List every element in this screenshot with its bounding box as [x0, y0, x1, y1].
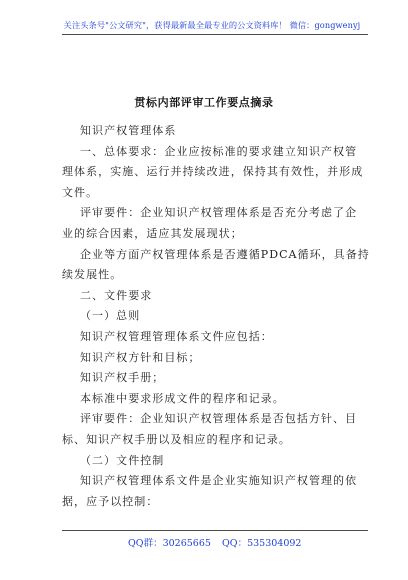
paragraph-line: 知识产权方针和目标；: [80, 350, 201, 364]
subsection-heading: （一）总则: [80, 309, 141, 323]
subsection-heading: （二）文件控制: [80, 453, 165, 467]
paragraph-line: 知识产权管理管理体系文件应包括：: [80, 330, 273, 343]
paragraph-line: 业的综合因素，适应其发展现状；: [62, 227, 243, 240]
section-heading: 二、文件要求: [80, 288, 153, 302]
paragraph-line: 本标准中要求形成文件的程序和记录。: [80, 391, 285, 405]
page-title: 贯标内部评审工作要点摘录: [134, 96, 274, 109]
header-divider: [62, 34, 368, 35]
paragraph-line: 评审要件：企业知识产权管理体系是否包括方针、目: [80, 412, 358, 426]
header-text: 关注头条号"公文研究"，获得最新最全最专业的公文资料库！ 微信：gongwenyj: [63, 20, 361, 30]
paragraph-line: 知识产权手册；: [80, 371, 165, 385]
paragraph-line: 理体系，实施、运行并持续改进，保持其有效性，并形成: [62, 165, 364, 179]
footer-qq-group: QQ群：30265665: [128, 538, 211, 549]
footer-qq: QQ：535304092: [222, 538, 302, 549]
paragraph-line: 一、总体要求：企业应按标准的要求建立知识产权管: [80, 144, 358, 158]
paragraph-line: 标、知识产权手册以及相应的程序和记录。: [62, 433, 291, 446]
paragraph-line: 知识产权管理体系文件是企业实施知识产权管理的依: [80, 474, 358, 488]
paragraph-line: 续发展性。: [62, 268, 123, 282]
section-heading: 知识产权管理体系: [80, 124, 177, 137]
paragraph-line: 评审要件：企业知识产权管理体系是否充分考虑了企: [80, 206, 358, 220]
footer-divider: [62, 530, 368, 531]
paragraph-line: 据，应予以控制：: [62, 494, 159, 508]
paragraph-line: 企业等方面产权管理体系是否遵循PDCA循环，具备持: [80, 247, 370, 261]
paragraph-line: 文件。: [62, 185, 99, 199]
